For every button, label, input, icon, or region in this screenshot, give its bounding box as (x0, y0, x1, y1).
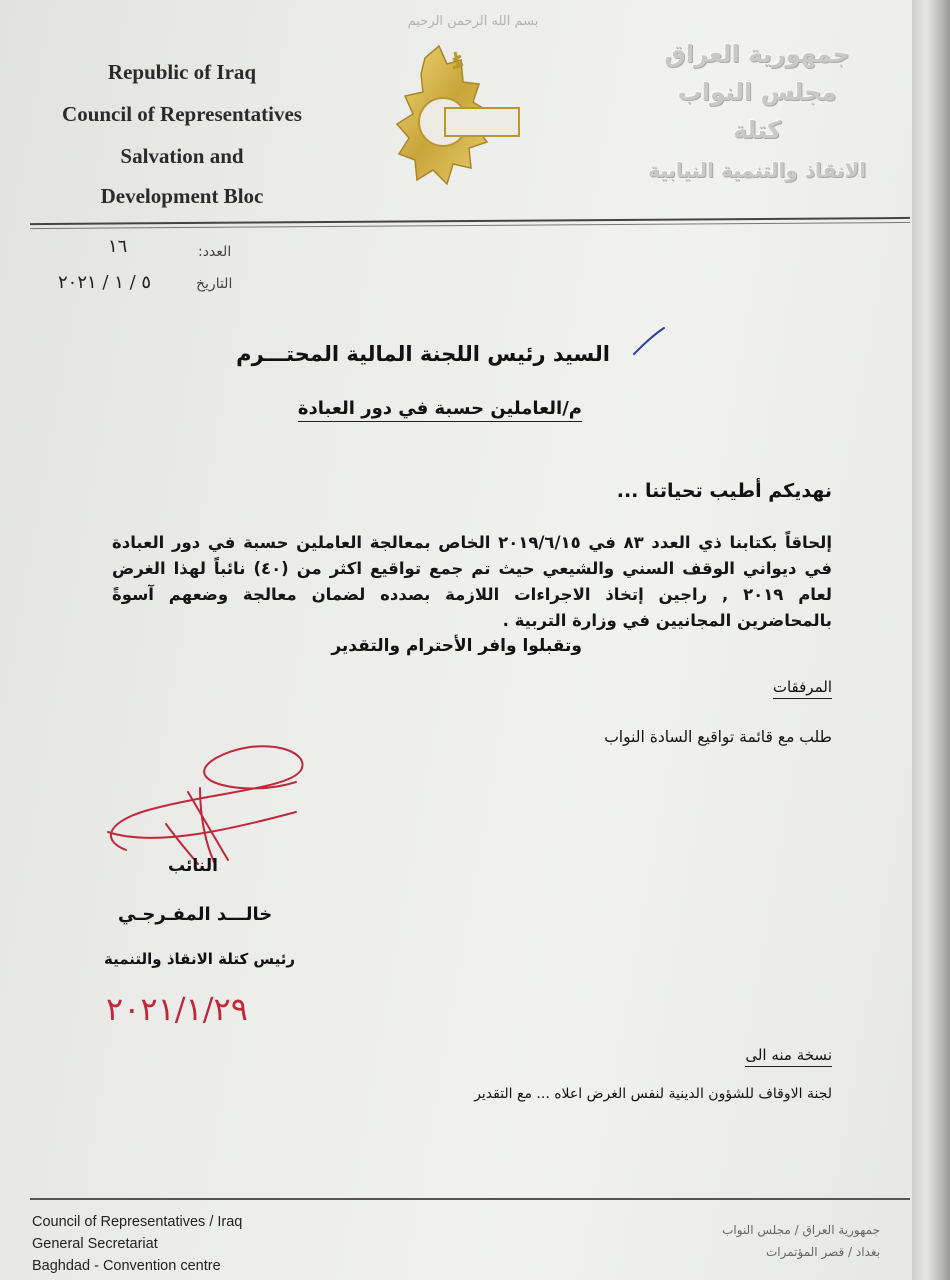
attachments-label: المرفقات (773, 678, 832, 699)
subject-text: م/العاملين حسبة في دور العبادة (298, 398, 582, 422)
closing-line: وتقبلوا وافر الأحترام والتقدير (331, 636, 582, 656)
date-label: التاريخ (196, 276, 233, 292)
signer-title: النائب (168, 856, 218, 876)
background-edge (912, 0, 950, 1280)
header-ar-line-3: كتلة (732, 116, 782, 144)
footer-rule (30, 1198, 910, 1200)
header-en-line-3: Salvation and (120, 144, 244, 168)
footer-en-line-2: General Secretariat (32, 1236, 158, 1252)
bismillah-text: بسم الله الرحمن الرحيم (407, 14, 539, 29)
footer-en-line-1: Council of Representatives / Iraq (32, 1214, 243, 1230)
header-ar-line-1: جمهورية العراق (664, 40, 850, 68)
footer-ar-line-1: جمهورية العراق / مجلس النواب (722, 1223, 880, 1237)
footer-ar-line-2: بغداد / قصر المؤتمرات (765, 1245, 880, 1259)
handwritten-number: ٢٠٢١/١/٢٩ (106, 990, 248, 1028)
signer-name: خالـــد المفـرجـي (118, 904, 273, 925)
attachments-label-wrap (773, 678, 832, 696)
addressee: السيد رئيس اللجنة المالية المحتـــرم (236, 342, 610, 366)
attachments-text: طلب مع قائمة تواقيع السادة النواب (604, 728, 832, 746)
number-label: العدد: (198, 244, 232, 260)
copy-label-wrap (745, 1046, 832, 1064)
date-value: ٥ / ١ / ٢٠٢١ (58, 272, 152, 293)
letter-body: إلحاقاً بكتابنا ذي العدد ٨٣ في ٢٠١٩/٦/١٥ الخاص بمعالجة العاملين حسبة في دور العبادة في ديواني الوقف السني والشيعي حيث تم جمع تواقيع اكثر من (٤٠) نائباً لهذا الغرض لعام ٢٠١٩ , راجين إتخاذ الاجراءات اللازمة بصدده لضمان معالجة وضعهم آسوةً بالمحاضرين المجانيين في وزارة التربية . (112, 533, 832, 630)
header-rule (30, 217, 910, 229)
greeting: نهديكم أطيب تحياتنا ... (616, 480, 832, 502)
check-tick-icon (632, 326, 666, 356)
footer-en-line-3: Baghdad - Convention centre (32, 1258, 221, 1274)
header-en-line-1: Republic of Iraq (107, 60, 257, 84)
bloc-emblem-icon (395, 38, 525, 198)
copy-text: لجنة الاوقاف للشؤون الدينية لنفس الغرض اعلاه ... مع التقدير (474, 1086, 832, 1102)
number-value: ١٦ (108, 236, 128, 257)
header-en-line-4: Development Bloc (100, 184, 264, 208)
header-ar-line-4: الانقاذ والتنمية النيابية (647, 158, 867, 182)
signer-role: رئيس كتلة الانقاذ والتنمية (104, 950, 296, 968)
header-ar-line-2: مجلس النواب (677, 78, 837, 106)
header-en-line-2: Council of Representatives (62, 102, 302, 126)
subject-line (298, 398, 582, 419)
copy-label: نسخة منه الى (745, 1046, 832, 1067)
